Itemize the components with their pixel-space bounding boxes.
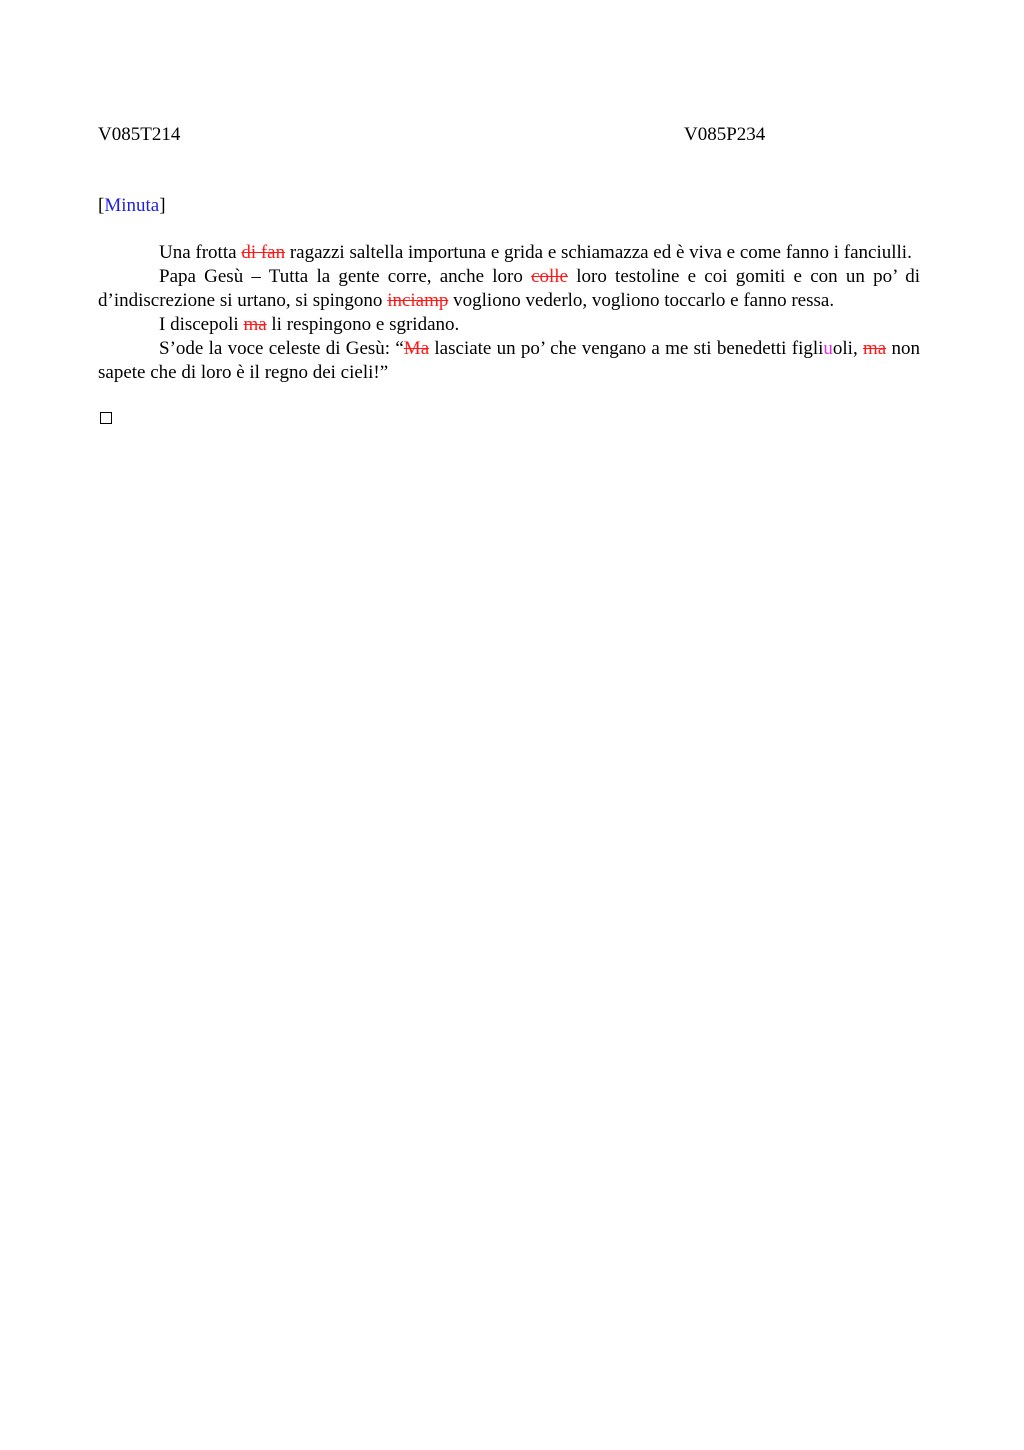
- paragraph-4: [98, 337, 920, 385]
- text-segment: I discepoli: [159, 314, 244, 335]
- added-text: u: [823, 338, 833, 359]
- deleted-text: colle: [531, 266, 568, 287]
- deleted-text: ma: [863, 338, 887, 359]
- deleted-text: ma: [243, 314, 267, 335]
- text-segment: vogliono vederlo, vogliono toccarlo e fanno ressa.: [448, 290, 835, 311]
- section-label-text: Minuta: [104, 195, 160, 216]
- deleted-text: inciamp: [387, 290, 449, 311]
- text-segment: li respingono e sgridano.: [266, 314, 460, 335]
- text-segment: Papa Gesù – Tutta la gente corre, anche loro: [159, 266, 532, 287]
- text-segment: ragazzi saltella importuna e grida e schiamazza ed è viva e come fanno i fanciulli.: [285, 242, 912, 263]
- manuscript-text: [98, 241, 920, 385]
- paragraph-2: [98, 265, 920, 313]
- text-segment: non sapete che di loro è il regno dei cieli!”: [98, 338, 920, 383]
- text-segment: loro testoline e coi gomiti e con un po’ di d’indiscrezione si urtano, si spingono: [98, 266, 920, 311]
- open-bracket: [: [98, 195, 105, 216]
- empty-square-icon: [100, 412, 112, 424]
- text-segment: oli,: [832, 338, 863, 359]
- paragraph-1: [98, 241, 920, 265]
- deleted-text: Ma: [403, 338, 430, 359]
- close-bracket: ]: [159, 195, 166, 216]
- text-segment: lasciate un po’ che vengano a me sti benedetti figli: [429, 338, 824, 359]
- deleted-text: di fan: [241, 242, 286, 263]
- section-label: [98, 194, 166, 218]
- text-segment: S’ode la voce celeste di Gesù: “: [159, 338, 404, 359]
- document-code-right: V085P234: [684, 124, 766, 145]
- text-segment: Una frotta: [159, 242, 242, 263]
- paragraph-3: [98, 313, 920, 337]
- document-code-left: V085T214: [98, 124, 181, 145]
